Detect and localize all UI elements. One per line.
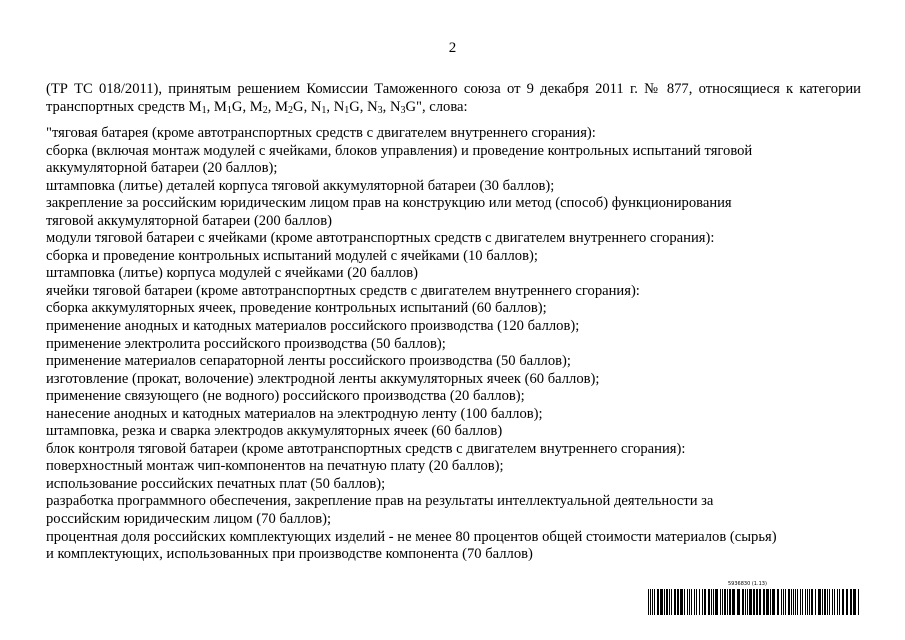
vehicle-category: , $N_3$ xyxy=(359,99,383,116)
barcode-bar xyxy=(737,589,740,615)
barcode-bar xyxy=(824,589,826,615)
intro-line-2-prefix: транспортных средств М xyxy=(46,99,202,115)
barcode-bar xyxy=(772,589,775,615)
barcode-bar xyxy=(650,589,651,615)
barcode-bar xyxy=(763,589,765,615)
barcode-bar xyxy=(666,589,668,615)
vehicle-category: , $М_1G$ xyxy=(206,99,243,116)
vehicle-category: , $М_2G$ xyxy=(267,99,304,116)
vehicle-category: 1 xyxy=(201,105,207,116)
barcode-bar xyxy=(832,589,833,615)
text-line: блок контроля тяговой батареи (кроме автотранспортных средств с двигателем внутреннего сгорания): xyxy=(46,440,686,457)
text-line: нанесение анодных и катодных материалов на электродную ленту (100 баллов); xyxy=(46,405,543,422)
text-line: тяговой аккумуляторной батареи (200 баллов) xyxy=(46,212,332,229)
text-line: процентная доля российских комплектующих изделий - не менее 80 процентов общей стоимости материалов (сырья) xyxy=(46,528,777,545)
text-line: поверхностный монтаж чип-компонентов на печатную плату (20 баллов); xyxy=(46,458,504,475)
barcode-bar xyxy=(704,589,706,615)
barcode-bar xyxy=(660,589,663,615)
barcode-bar xyxy=(802,589,803,615)
barcode-bar xyxy=(699,589,700,615)
barcode-bar xyxy=(853,589,856,615)
text-line: применение связующего (не водного) российского производства (20 баллов); xyxy=(46,388,525,405)
text-line: российским юридическим лицом (70 баллов); xyxy=(46,511,332,528)
barcode-bar xyxy=(684,589,685,615)
barcode-bar xyxy=(664,589,665,615)
barcode-bar xyxy=(713,589,714,615)
barcode-bar xyxy=(785,589,786,615)
text-line: сборка (включая монтаж модулей с ячейками, блоков управления) и проведение контрольных испытаний тяговой xyxy=(46,142,753,159)
barcode-bar xyxy=(680,589,683,615)
barcode-bars xyxy=(648,589,860,615)
barcode-bar xyxy=(858,589,859,615)
barcode-bar xyxy=(777,589,779,615)
barcode-bar xyxy=(839,589,840,615)
text-line: разработка программного обеспечения, закрепление прав на результаты интеллектуальной деятельности за xyxy=(46,493,714,510)
text-line: и комплектующих, использованных при производстве компонента (70 баллов) xyxy=(46,546,533,563)
text-line: штамповка, резка и сварка электродов аккумуляторных ячеек (60 баллов) xyxy=(46,423,503,440)
text-line: закрепление за российским юридическим лицом прав на конструкцию или метод (способ) функционирования xyxy=(46,195,732,212)
barcode-bar xyxy=(811,589,813,615)
barcode-bar xyxy=(797,589,798,615)
barcode-bar xyxy=(711,589,712,615)
barcode-bar xyxy=(694,589,695,615)
barcode-bar xyxy=(689,589,690,615)
barcode xyxy=(648,581,860,615)
text-line: модули тяговой батареи с ячейками (кроме автотранспортных средств с двигателем внутреннего сгорания): xyxy=(46,230,715,247)
barcode-bar xyxy=(652,589,653,615)
intro-paragraph xyxy=(46,80,861,116)
barcode-bar xyxy=(793,589,794,615)
barcode-bar xyxy=(720,589,721,615)
vehicle-categories xyxy=(46,99,416,115)
barcode-bar xyxy=(850,589,852,615)
barcode-bar xyxy=(809,589,810,615)
barcode-caption: 5936830 (1.13) xyxy=(728,581,767,587)
text-line: сборка аккумуляторных ячеек, проведение контрольных испытаний (60 баллов); xyxy=(46,300,547,317)
barcode-bar xyxy=(756,589,758,615)
barcode-bar xyxy=(671,589,672,615)
text-line: "тяговая батарея (кроме автотранспортных средств с двигателем внутреннего сгорания): xyxy=(46,125,596,141)
barcode-bar xyxy=(742,589,744,615)
barcode-bar xyxy=(669,589,670,615)
barcode-bar xyxy=(724,589,726,615)
barcode-bar xyxy=(654,589,655,615)
barcode-bar xyxy=(770,589,771,615)
barcode-bar xyxy=(805,589,806,615)
barcode-bar xyxy=(702,589,703,615)
barcode-bar xyxy=(759,589,761,615)
intro-line-1: (ТР ТС 018/2011), принятым решением Комиссии Таможенного союза от 9 декабря 2011 г. № 877, относящиеся к категории xyxy=(46,81,861,97)
barcode-bar xyxy=(834,589,835,615)
intro-line-2-tail: ", слова: xyxy=(416,99,468,115)
barcode-bar xyxy=(722,589,723,615)
barcode-bar xyxy=(657,589,659,615)
barcode-bar xyxy=(837,589,838,615)
barcode-bar xyxy=(749,589,752,615)
text-line: изготовление (прокат, волочение) электродной ленты аккумуляторных ячеек (60 баллов); xyxy=(46,370,600,387)
barcode-bar xyxy=(827,589,828,615)
barcode-bar xyxy=(783,589,784,615)
barcode-bar xyxy=(788,589,790,615)
barcode-bar xyxy=(800,589,801,615)
barcode-bar xyxy=(795,589,796,615)
text-line: штамповка (литье) деталей корпуса тяговой аккумуляторной батареи (30 баллов); xyxy=(46,177,555,194)
intro-line-2 xyxy=(46,99,468,115)
page-number: 2 xyxy=(448,40,457,56)
barcode-bar xyxy=(846,589,848,615)
barcode-bar xyxy=(829,589,830,615)
vehicle-category: , $М_2$ xyxy=(242,99,268,116)
vehicle-category: , $N_3G$ xyxy=(382,99,417,116)
barcode-bar xyxy=(791,589,792,615)
barcode-bar xyxy=(674,589,676,615)
text-line: применение материалов сепараторной ленты российского производства (50 баллов); xyxy=(46,353,571,370)
barcode-bar xyxy=(822,589,823,615)
barcode-bar xyxy=(745,589,746,615)
barcode-bar xyxy=(818,589,821,615)
barcode-bar xyxy=(708,589,710,615)
barcode-bar xyxy=(747,589,748,615)
vehicle-category: , $N_1G$ xyxy=(326,99,360,116)
text-line: использование российских печатных плат (50 баллов); xyxy=(46,475,386,492)
barcode-bar xyxy=(715,589,718,615)
amendment-text xyxy=(46,125,866,564)
barcode-bar xyxy=(842,589,844,615)
text-line: аккумуляторной батареи (20 баллов); xyxy=(46,160,278,177)
barcode-bar xyxy=(729,589,731,615)
barcode-bar xyxy=(677,589,679,615)
barcode-bar xyxy=(727,589,728,615)
vehicle-category: , $N_1$ xyxy=(303,99,327,116)
text-line: применение анодных и катодных материалов российского производства (120 баллов); xyxy=(46,318,580,335)
barcode-bar xyxy=(687,589,688,615)
text-line: ячейки тяговой батареи (кроме автотранспортных средств с двигателем внутреннего сгорания): xyxy=(46,282,640,299)
barcode-bar xyxy=(807,589,808,615)
barcode-bar xyxy=(753,589,755,615)
barcode-bar xyxy=(815,589,816,615)
text-line: штамповка (литье) корпуса модулей с ячейками (20 баллов) xyxy=(46,265,418,282)
barcode-bar xyxy=(766,589,769,615)
barcode-bar xyxy=(691,589,692,615)
barcode-bar xyxy=(696,589,697,615)
text-line: сборка и проведение контрольных испытаний модулей с ячейками (10 баллов); xyxy=(46,247,538,264)
text-line: применение электролита российского производства (50 баллов); xyxy=(46,335,446,352)
barcode-bar xyxy=(781,589,782,615)
barcode-bar xyxy=(648,589,649,615)
barcode-bar xyxy=(732,589,735,615)
